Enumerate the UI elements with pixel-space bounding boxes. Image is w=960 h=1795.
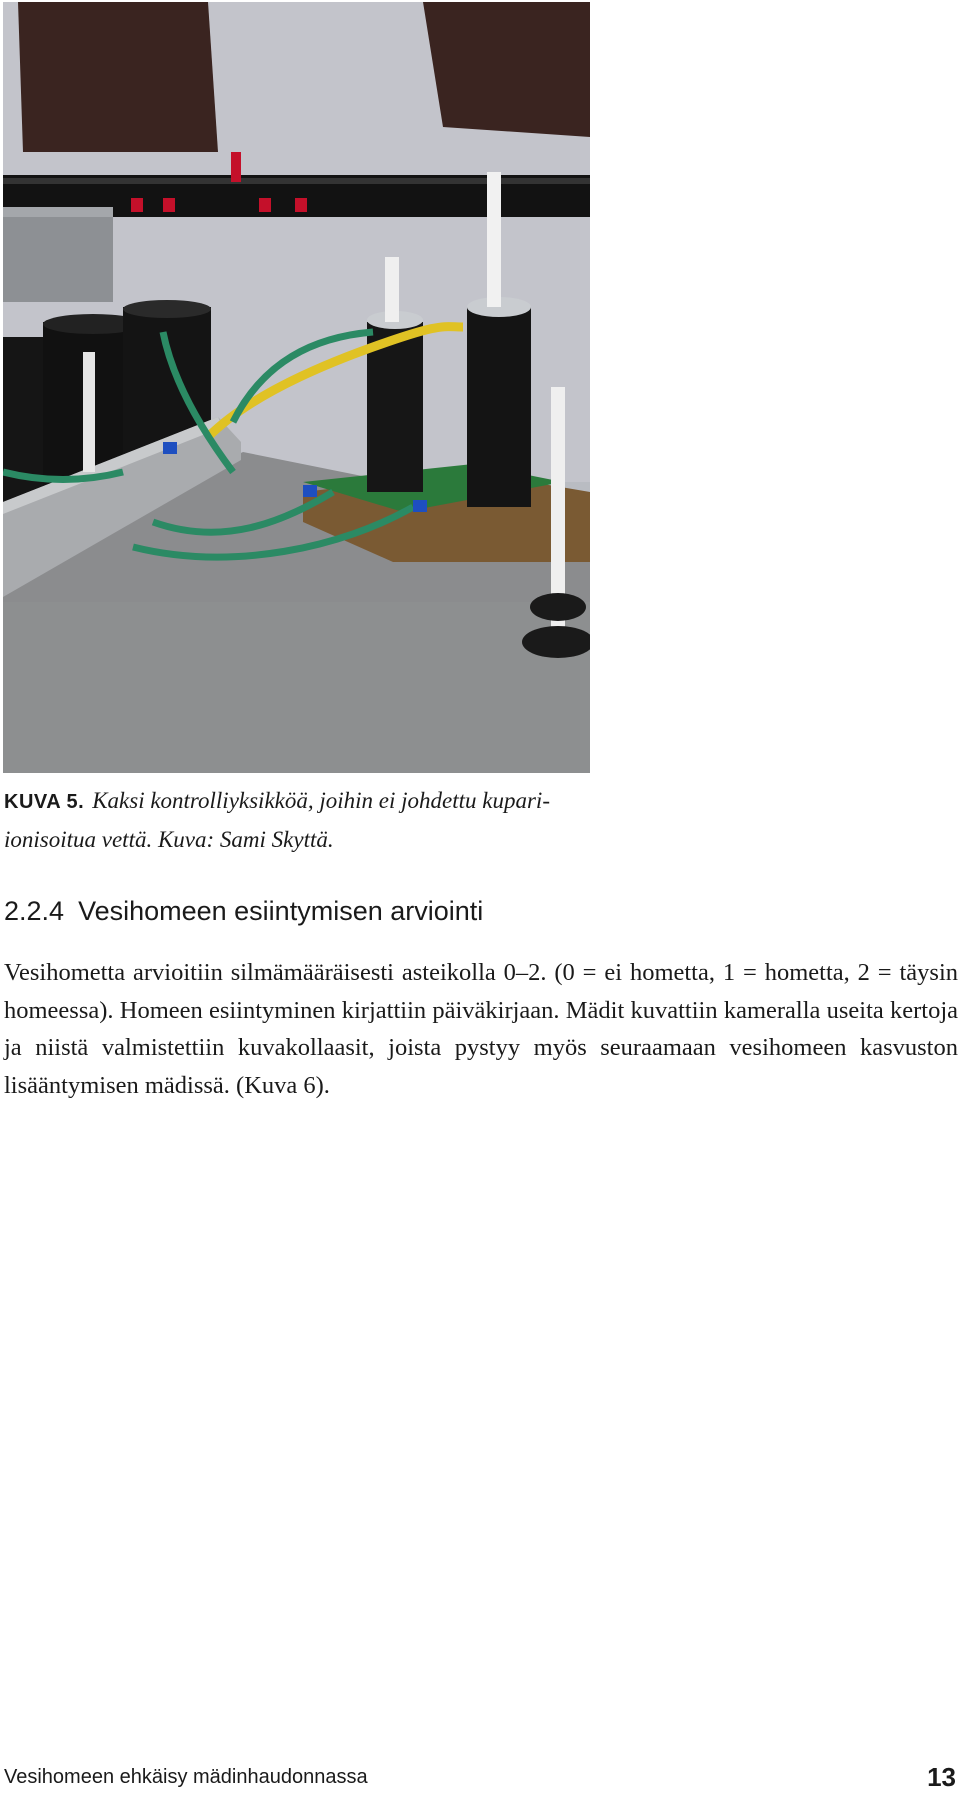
body-paragraph: Vesihometta arvioitiin silmämääräisesti asteikolla 0–2. (0 = ei hometta, 1 = hometta, 2 = täysin homeessa). Homeen esiintyminen kirjattiin päiväkirjaan. Mädit kuvattiin kameralla useita kertoja ja niistä valmistettiin kuvakollaasit, joista pystyy myös seuraamaan vesihomeen kasvuston lisääntymisen mädissä. (Kuva 6). (4, 959, 958, 1099)
figure-photo (3, 2, 590, 773)
page-number: 13 (927, 1762, 956, 1792)
footer-title: Vesihomeen ehkäisy mädinhaudonnassa (4, 1766, 368, 1788)
page-footer (4, 1762, 956, 1792)
section-title: Vesihomeen esiintymisen arviointi (78, 896, 484, 926)
caption-text: Kaksi kontrolliyksikköä, joihin ei johdettu kupari-ionisoitua vettä. Kuva: Sami Skyttä. (4, 788, 550, 852)
figure-caption (4, 782, 604, 858)
section-number: 2.2.4 (4, 896, 65, 926)
photo-illustration (3, 2, 590, 773)
section-heading (4, 893, 483, 929)
caption-label: KUVA 5. (4, 791, 85, 813)
